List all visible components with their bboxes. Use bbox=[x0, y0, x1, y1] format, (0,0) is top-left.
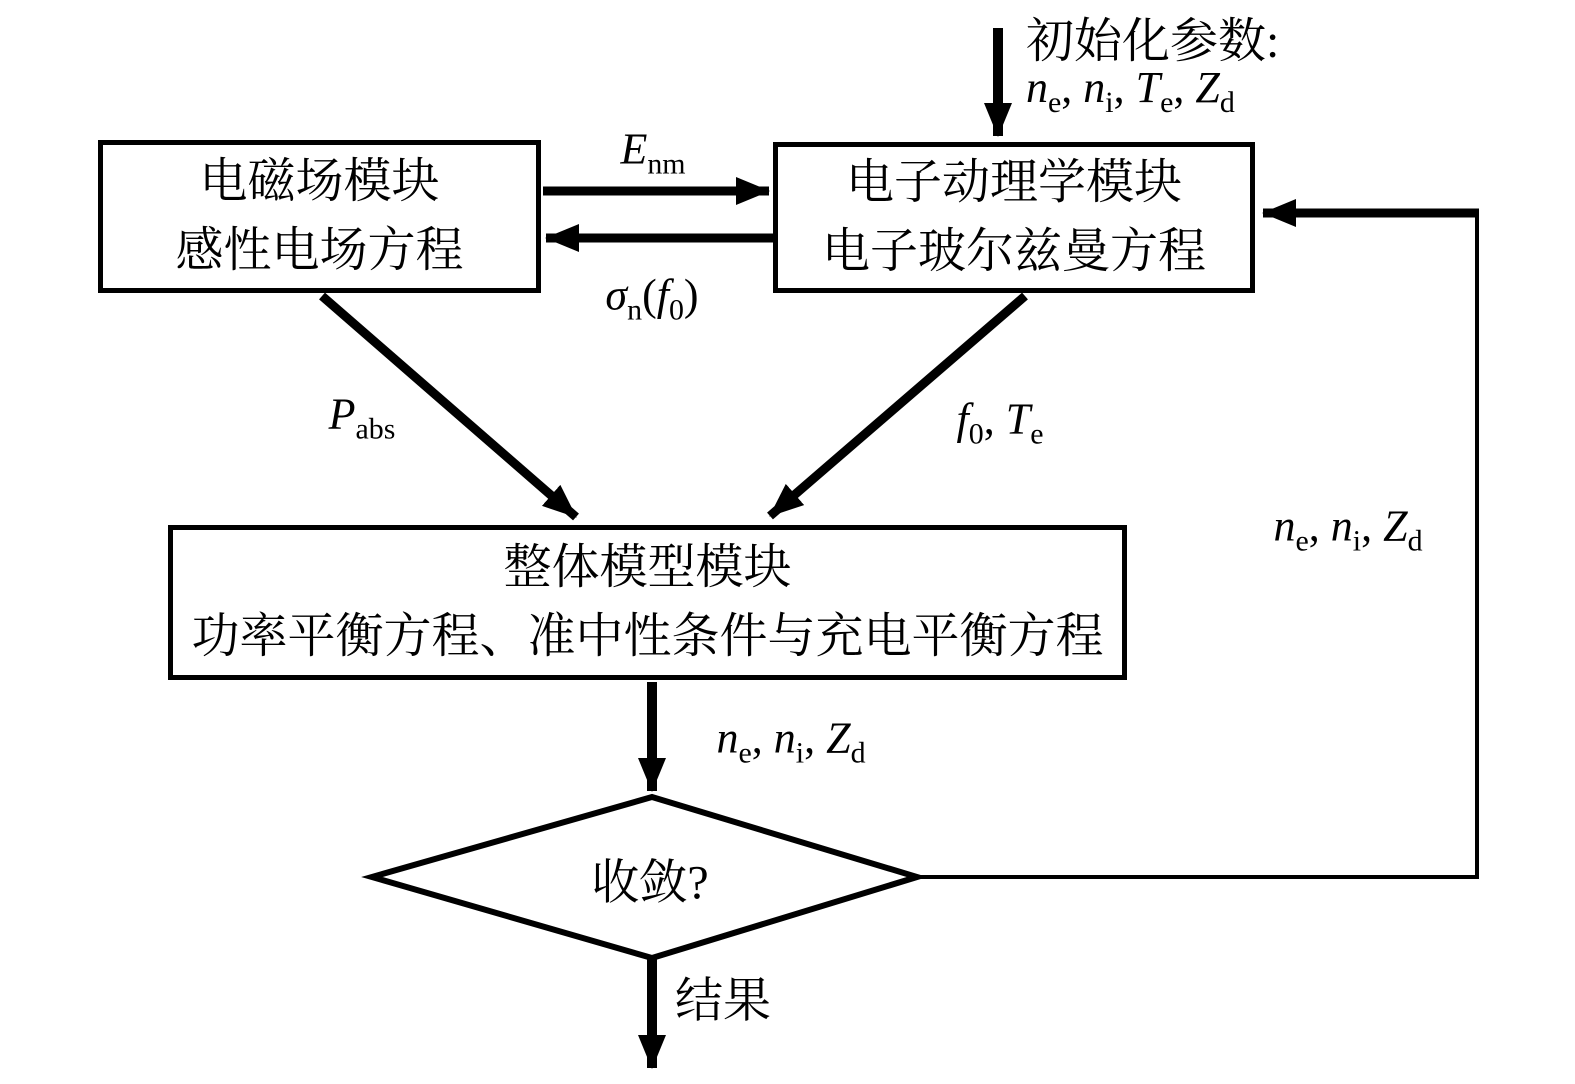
box-global-model-line2: 功率平衡方程、准中性条件与充电平衡方程 bbox=[191, 609, 1104, 663]
box-electron-kinetics-line2: 电子玻尔兹曼方程 bbox=[821, 224, 1206, 278]
box-electron-kinetics-line1: 电子动理学模块 bbox=[845, 156, 1182, 210]
box-em-field-module bbox=[98, 140, 541, 293]
label-e-nm: $E_{nm}$ bbox=[620, 124, 686, 181]
box-global-model-line1: 整体模型模块 bbox=[503, 541, 792, 595]
box-em-field-line1: 电磁场模块 bbox=[199, 155, 440, 209]
box-global-model-module bbox=[168, 525, 1127, 680]
box-em-field-line2: 感性电场方程 bbox=[175, 223, 464, 277]
init-params-title: 初始化参数: bbox=[1026, 15, 1280, 68]
box-electron-kinetics-module bbox=[773, 142, 1255, 293]
label-sigma-f0: $\sigma_n(f_0)$ bbox=[605, 270, 699, 327]
label-p-abs: $P_{abs}$ bbox=[328, 389, 396, 446]
init-params-values: $n_e$, $n_i$, $T_e$, $Z_d$ bbox=[1026, 63, 1235, 119]
decision-label: 收敛? bbox=[591, 856, 709, 910]
label-result: 结果 bbox=[674, 974, 772, 1028]
label-ne-ni-zd-loop: $n_e$, $n_i$, $Z_d$ bbox=[1273, 501, 1423, 558]
label-ne-ni-zd-mid: $n_e$, $n_i$, $Z_d$ bbox=[716, 713, 866, 770]
label-f0-te: $f_0$, $T_e$ bbox=[956, 394, 1044, 451]
